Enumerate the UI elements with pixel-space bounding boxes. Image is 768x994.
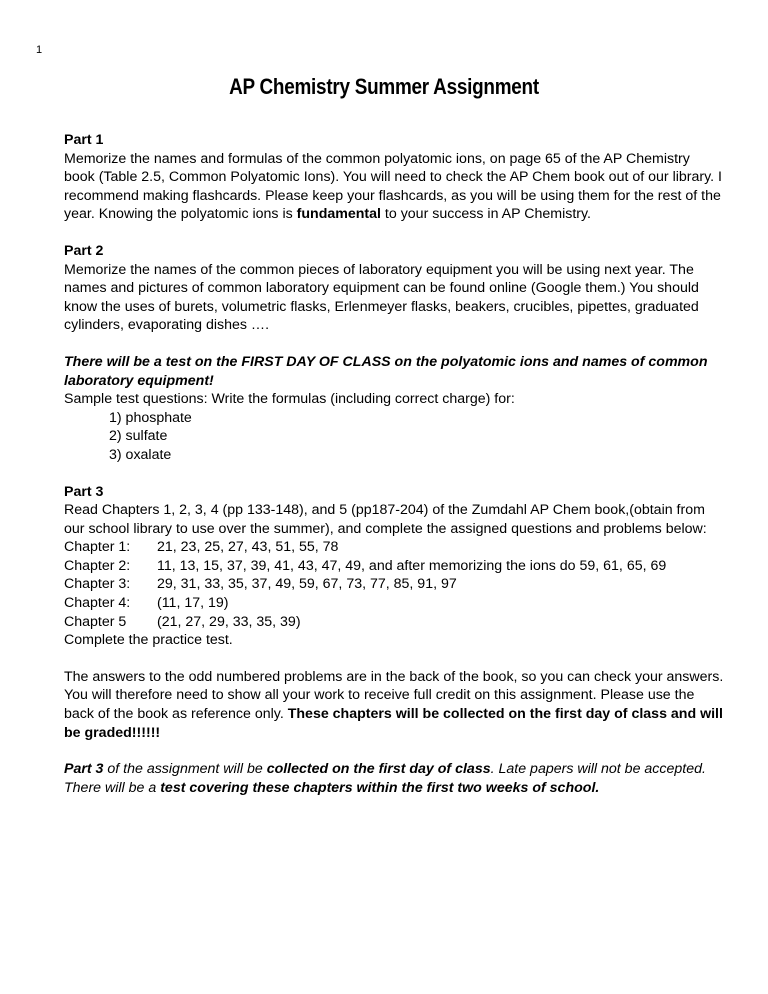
chapter-problems: (11, 17, 19)	[157, 595, 229, 612]
chapter-problems: 21, 23, 25, 27, 43, 51, 55, 78	[157, 539, 339, 556]
page-number: 1	[36, 44, 43, 56]
final-emphasis: test covering these chapters within the first two weeks of school.	[160, 779, 600, 796]
chapter-label: Chapter 1:	[64, 539, 131, 556]
chapter-row	[64, 575, 724, 594]
chapter-row	[64, 557, 724, 576]
part1-text: Memorize the names and formulas of the common polyatomic ions, on page 65 of the AP Chemistry book (Table 2.5, Common Polyatomic Ions). You will need to check the AP Chem book out of our library. I recommend making flashcards. Please keep your flashcards, as you will be using them for the rest of the year. Knowing the polyatomic ions is	[64, 150, 722, 223]
document-body	[64, 131, 724, 797]
part3-paragraph: Read Chapters 1, 2, 3, 4 (pp 133-148), and 5 (pp187-204) of the Zumdahl AP Chem book,(obtain from our school library to use over the summer), and complete the assigned questions and problems below:	[64, 502, 707, 537]
chapter-label: Chapter 3:	[64, 576, 131, 593]
chapter-problems: (21, 27, 29, 33, 35, 39)	[157, 613, 301, 630]
document-title: AP Chemistry Summer Assignment	[229, 74, 539, 99]
sample-questions	[64, 409, 724, 465]
chapter-label: Chapter 5	[64, 613, 127, 630]
test-notice: There will be a test on the FIRST DAY OF CLASS on the polyatomic ions and names of common laboratory equipment!	[64, 353, 708, 389]
answers-text: The answers to the odd numbered problems are in the back of the book, so you can check your answers. You will therefore need to show all your work to receive full credit on this assignment. Please use the back of the book as reference only.	[64, 668, 724, 723]
part2-paragraph: Memorize the names of the common pieces of laboratory equipment you will be using next year. The names and pictures of common laboratory equipment can be found online (Google them.) You should know the uses of burets, volumetric flasks, Erlenmeyer flasks, beakers, crucibles, pipettes, graduated cylinders, evaporating dishes ….	[64, 261, 699, 334]
part2-heading: Part 2	[64, 242, 104, 259]
practice-note: Complete the practice test.	[64, 632, 233, 649]
answers-emphasis: These chapters will be collected on the first day of class and will be graded!!!!!!	[64, 706, 723, 741]
chapter-row	[64, 538, 724, 557]
sample-item: 2) sulfate	[109, 428, 168, 445]
final-emphasis: collected on the first day of class	[266, 761, 491, 778]
part1-paragraph	[64, 150, 724, 224]
chapter-problems: 11, 13, 15, 37, 39, 41, 43, 47, 49, and after memorizing the ions do 59, 61, 65, 69	[157, 557, 667, 574]
answers-paragraph	[64, 668, 724, 742]
final-paragraph	[64, 760, 724, 797]
part1-emphasis: fundamental	[296, 206, 381, 223]
final-text: of the assignment will be	[103, 761, 267, 778]
final-text: . Late papers will not be accepted. There will be a	[64, 761, 706, 796]
part1-text-end: to your success in AP Chemistry.	[380, 206, 591, 223]
part3-heading: Part 3	[64, 483, 104, 500]
chapter-row	[64, 594, 724, 613]
sample-item: 1) phosphate	[109, 409, 192, 426]
chapter-problems: 29, 31, 33, 35, 37, 49, 59, 67, 73, 77, 85, 91, 97	[157, 576, 457, 593]
chapter-label: Chapter 4:	[64, 595, 131, 612]
final-part-label: Part 3	[64, 761, 104, 778]
part1-heading: Part 1	[64, 132, 104, 148]
chapter-label: Chapter 2:	[64, 557, 131, 574]
sample-intro: Sample test questions: Write the formulas (including correct charge) for:	[64, 391, 515, 408]
sample-item: 3) oxalate	[109, 446, 172, 463]
chapter-row	[64, 613, 724, 632]
